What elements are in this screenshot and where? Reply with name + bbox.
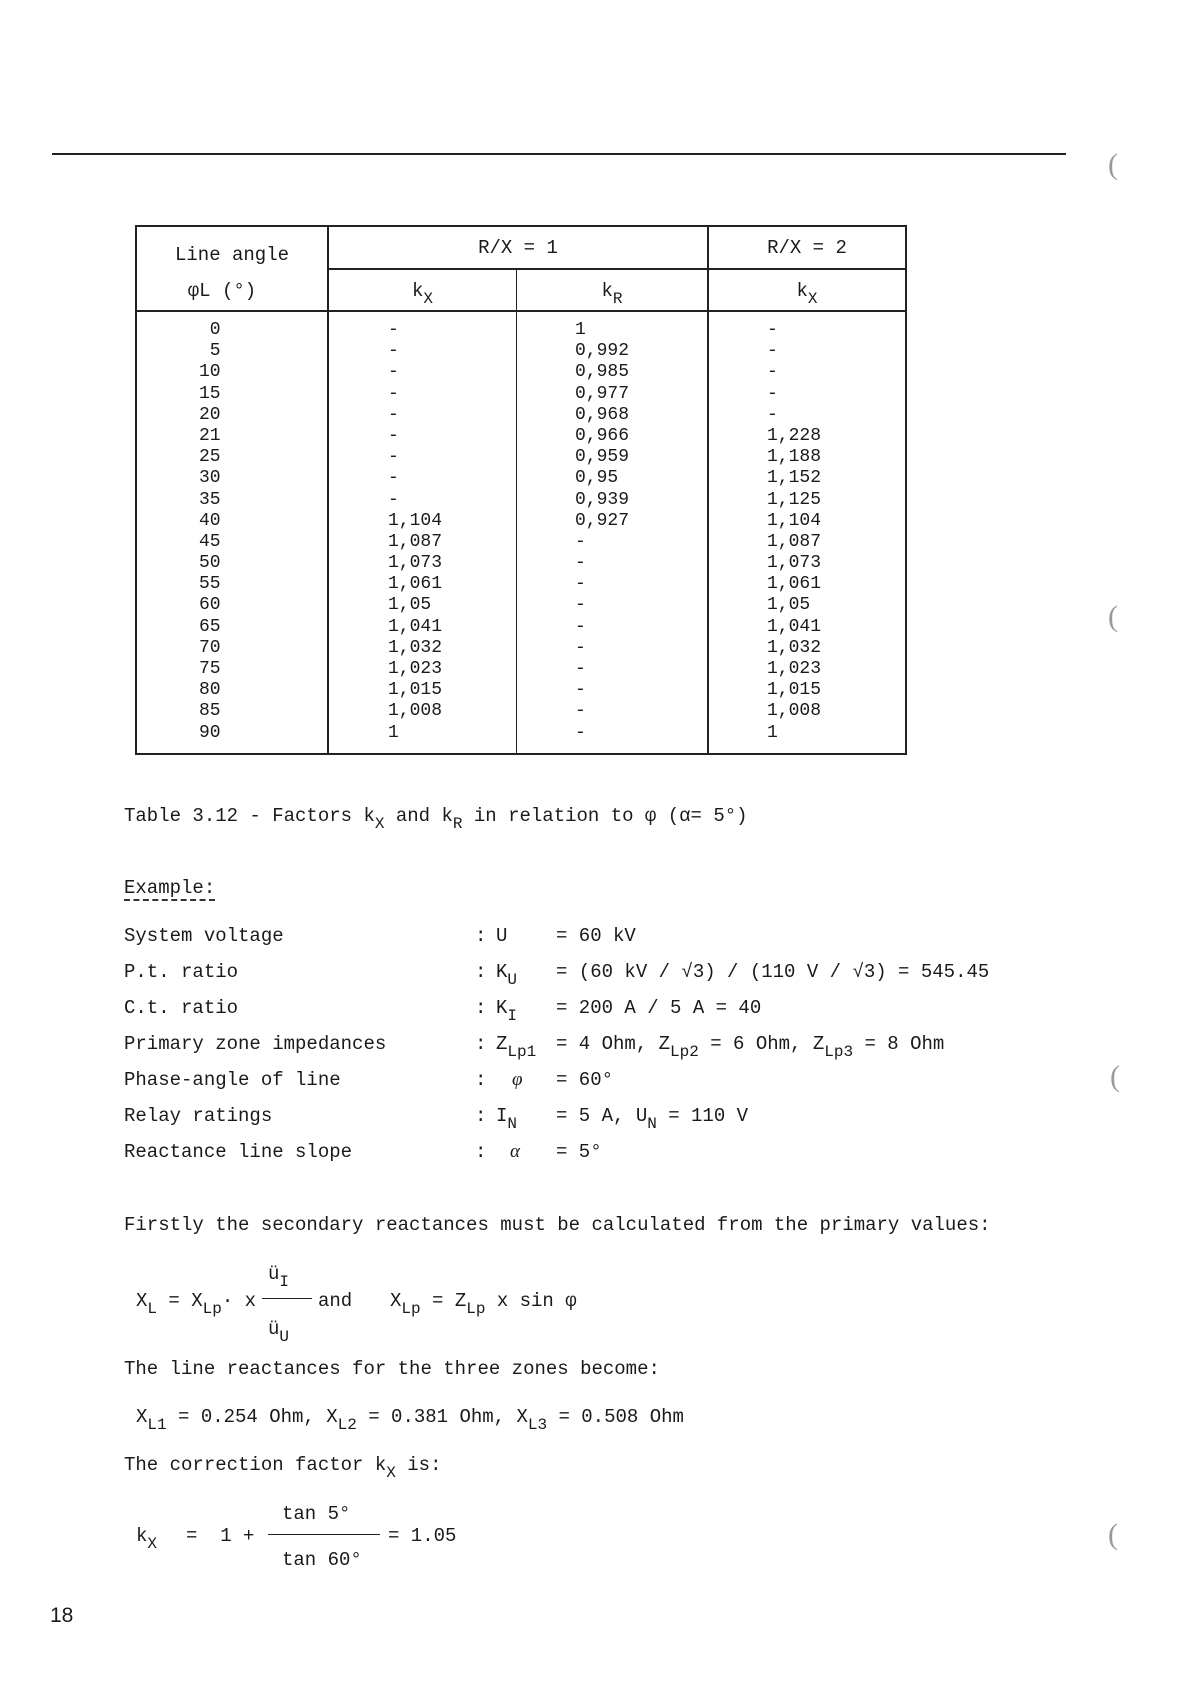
- table-cell-angle: 70: [199, 637, 221, 658]
- table-cell-angle: 20: [199, 404, 221, 425]
- table-cell-kx-rx2: -: [767, 341, 778, 362]
- table-cell-angle: 25: [199, 447, 221, 468]
- table-cell-kx-rx2: 1,087: [767, 531, 822, 552]
- table-cell-kr-rx1: -: [575, 659, 586, 679]
- table-cell-kx-rx2: 1,023: [767, 659, 822, 679]
- param-symbol: $K_I$: [496, 997, 518, 1025]
- param-value: = 60 kV: [556, 925, 636, 947]
- param-value: = 5°: [556, 1141, 602, 1163]
- table-cell-kx-rx2: 1,188: [767, 447, 822, 468]
- table-cell-kx-rx2: 1,228: [767, 425, 822, 446]
- table-cell-kr-rx1: -: [575, 553, 586, 574]
- table-cell-angle: 50: [199, 553, 221, 574]
- table-cell-kr-rx1: 0,95: [575, 468, 619, 489]
- table-cell-kr-rx1: 0,992: [575, 341, 630, 362]
- param-label: P.t. ratio: [124, 961, 239, 983]
- param-value: = 60°: [556, 1069, 614, 1091]
- header-line-angle: Line angle: [174, 244, 290, 266]
- table-cell-angle: 21: [199, 425, 221, 446]
- table-cell-kx-rx1: 1,05: [388, 595, 432, 616]
- table-cell-kx-rx1: 1,104: [388, 510, 443, 531]
- table-cell-kr-rx1: -: [575, 595, 586, 616]
- table-cell-kx-rx2: 1,05: [767, 595, 811, 616]
- param-label: Relay ratings: [124, 1105, 273, 1127]
- param-value: = (60 kV / √3) / (110 V / √3) = 545.45: [556, 961, 990, 983]
- margin-mark: (: [1108, 148, 1118, 181]
- header-group-rx2: R/X = 2: [767, 237, 847, 259]
- table-cell-kx-rx1: 1,041: [388, 616, 443, 637]
- table-cell-angle: 60: [199, 595, 221, 616]
- column-kx-rx2: [767, 320, 821, 744]
- table-cell-kx-rx2: 1,041: [767, 616, 822, 637]
- table-cell-kr-rx1: -: [575, 616, 586, 637]
- table-cell-kx-rx2: 1: [767, 722, 778, 743]
- param-symbol: $K_U$: [496, 961, 518, 989]
- param-symbol: U: [496, 925, 508, 947]
- table-caption: Table 3.12 - Factors $k_X$ and $k_R$ in relation to φ (α= 5°): [124, 805, 748, 833]
- table-cell-kx-rx1: -: [388, 383, 399, 404]
- table-cell-kx-rx2: 1,125: [767, 489, 822, 510]
- table-cell-kx-rx1: 1,023: [388, 659, 443, 679]
- factors-table: [135, 225, 907, 755]
- margin-mark: (: [1108, 1518, 1118, 1551]
- header-group-rx1: R/X = 1: [478, 237, 558, 259]
- table-cell-kx-rx2: 1,104: [767, 510, 822, 531]
- table-cell-kx-rx1: -: [388, 362, 399, 383]
- param-value: = 200 A / 5 A = 40: [556, 997, 762, 1019]
- table-cell-angle: 40: [199, 510, 221, 531]
- param-symbol: $Z_{Lp1}$: [496, 1033, 537, 1061]
- table-cell-kr-rx1: 0,968: [575, 404, 630, 425]
- table-cell-kx-rx2: -: [767, 404, 778, 425]
- table-cell-kx-rx2: 1,015: [767, 680, 822, 701]
- table-cell-angle: 75: [199, 659, 221, 679]
- table-cell-kr-rx1: 0,939: [575, 489, 630, 510]
- table-cell-kx-rx1: -: [388, 447, 399, 468]
- table-cell-kx-rx1: 1,061: [388, 574, 443, 595]
- table-cell-angle: 10: [199, 362, 221, 383]
- table-cell-kx-rx1: -: [388, 320, 399, 340]
- param-label: C.t. ratio: [124, 997, 239, 1019]
- paragraph-zones-intro: The line reactances for the three zones become:: [124, 1358, 660, 1380]
- table-cell-kx-rx2: 1,008: [767, 701, 822, 722]
- top-rule: [52, 153, 1066, 155]
- table-cell-kr-rx1: -: [575, 574, 586, 595]
- param-value: = 5 A, $U_N = 110$ V: [556, 1105, 749, 1133]
- table-cell-angle: 80: [199, 680, 221, 701]
- page-number: 18: [50, 1604, 74, 1627]
- table-cell-kr-rx1: 1: [575, 320, 586, 340]
- param-value: = 4 Ohm, $Z_{Lp2} = 6$ Ohm, $Z_{Lp3} = 8$ Ohm: [556, 1033, 945, 1061]
- table-cell-angle: 90: [199, 722, 221, 743]
- table-cell-kx-rx2: -: [767, 383, 778, 404]
- margin-mark: (: [1110, 1060, 1120, 1093]
- example-heading: Example:: [124, 877, 216, 899]
- table-cell-kx-rx1: 1,032: [388, 637, 443, 658]
- param-label: Reactance line slope: [124, 1141, 353, 1163]
- column-kx-rx1: [388, 320, 442, 744]
- table-cell-kx-rx2: 1,073: [767, 553, 822, 574]
- table-cell-kr-rx1: 0,959: [575, 447, 630, 468]
- table-cell-kr-rx1: 0,966: [575, 425, 630, 446]
- table-cell-kx-rx2: 1,061: [767, 574, 822, 595]
- table-cell-kx-rx1: -: [388, 468, 399, 489]
- table-cell-angle: 55: [199, 574, 221, 595]
- param-symbol: α: [510, 1141, 520, 1162]
- table-cell-angle: 45: [199, 531, 221, 552]
- header-kr-1: $k_R$: [601, 280, 623, 308]
- table-cell-angle: 15: [199, 383, 221, 404]
- table-cell-angle: 35: [199, 489, 221, 510]
- table-cell-kx-rx1: -: [388, 425, 399, 446]
- param-label: Primary zone impedances: [124, 1033, 387, 1055]
- table-cell-kx-rx2: -: [767, 320, 778, 340]
- header-phi: φL (°): [187, 280, 257, 302]
- column-kr-rx1: [575, 320, 629, 744]
- header-kx-2: $k_X$: [796, 280, 818, 308]
- header-kx-1: $k_X$: [411, 280, 433, 308]
- table-cell-kx-rx1: 1,087: [388, 531, 443, 552]
- zone-reactances: $X_{L1} = 0.254$ Ohm, $X_{L2} = 0.381$ Ohm, $X_{L3} = 0.508$ Ohm: [136, 1406, 684, 1434]
- table-cell-kx-rx1: -: [388, 404, 399, 425]
- table-cell-kr-rx1: -: [575, 531, 586, 552]
- table-cell-kr-rx1: 0,985: [575, 362, 630, 383]
- table-cell-kx-rx1: -: [388, 489, 399, 510]
- table-cell-kx-rx2: 1,032: [767, 637, 822, 658]
- table-cell-angle: 30: [199, 468, 221, 489]
- table-cell-kx-rx2: 1,152: [767, 468, 822, 489]
- param-symbol: $I_N$: [496, 1105, 518, 1133]
- table-cell-angle: 5: [199, 341, 221, 362]
- table-cell-kr-rx1: 0,927: [575, 510, 630, 531]
- table-cell-kr-rx1: -: [575, 722, 586, 743]
- table-cell-angle: 85: [199, 701, 221, 722]
- table-cell-kr-rx1: 0,977: [575, 383, 630, 404]
- param-symbol: φ: [512, 1069, 523, 1090]
- param-label: System voltage: [124, 925, 284, 947]
- paragraph-correction: The correction factor $k_X$ is:: [124, 1454, 442, 1482]
- table-cell-kr-rx1: -: [575, 701, 586, 722]
- table-cell-kr-rx1: -: [575, 637, 586, 658]
- table-cell-kx-rx2: -: [767, 362, 778, 383]
- table-cell-kx-rx1: 1,015: [388, 680, 443, 701]
- table-cell-kr-rx1: -: [575, 680, 586, 701]
- table-cell-kx-rx1: 1,008: [388, 701, 443, 722]
- paragraph-firstly: Firstly the secondary reactances must be calculated from the primary values:: [124, 1214, 991, 1236]
- column-angle: [199, 320, 221, 744]
- param-label: Phase-angle of line: [124, 1069, 341, 1091]
- margin-mark: (: [1108, 600, 1118, 633]
- table-cell-angle: 0: [199, 320, 221, 340]
- table-cell-kx-rx1: 1: [388, 722, 399, 743]
- table-cell-angle: 65: [199, 616, 221, 637]
- table-cell-kx-rx1: 1,073: [388, 553, 443, 574]
- table-cell-kx-rx1: -: [388, 341, 399, 362]
